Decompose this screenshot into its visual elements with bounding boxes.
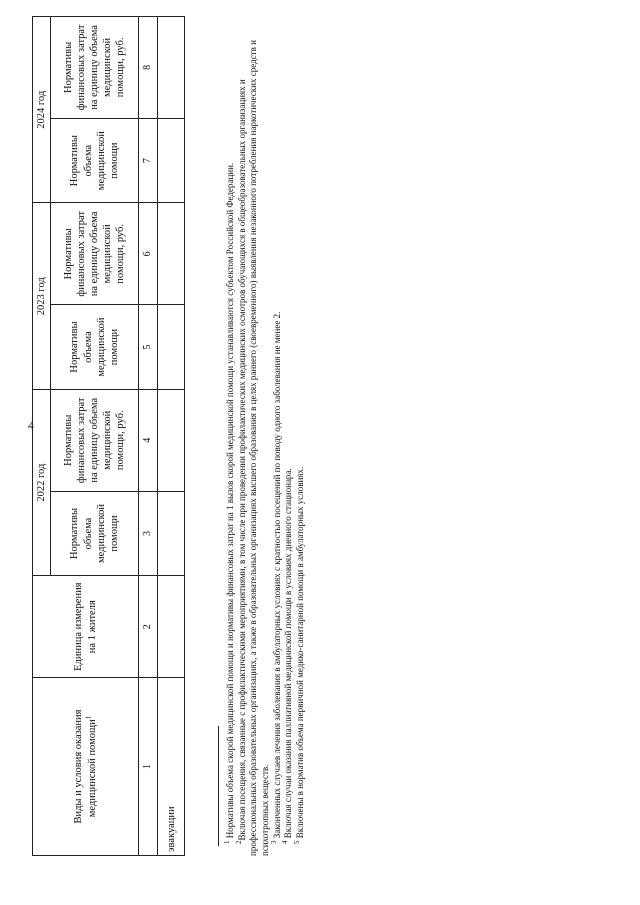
col-num-2: 2	[139, 576, 158, 678]
cell-empty	[158, 17, 185, 119]
footnote-1	[225, 16, 237, 856]
header-volume-2022: Нормативы объема медицинской помощи	[51, 491, 139, 576]
footnote-5	[295, 16, 307, 856]
col-num-5: 5	[139, 305, 158, 390]
header-cost-2022: Нормативы финансовых затрат на единицу объема медицинской помощи, руб.	[51, 389, 139, 491]
footnote-divider	[218, 726, 219, 846]
footnote-mark: 2	[234, 840, 243, 844]
col-num-1: 1	[139, 678, 158, 856]
cell-empty	[158, 491, 185, 576]
row-label: эвакуации	[158, 678, 185, 856]
header-kind	[33, 678, 139, 856]
table-row	[158, 17, 185, 856]
footnote-mark: 1	[223, 840, 231, 844]
header-cost-2024: Нормативы финансовых затрат на единицу объема медицинской помощи, руб.	[51, 17, 139, 119]
col-num-6: 6	[139, 203, 158, 305]
col-num-8: 8	[139, 17, 158, 119]
col-num-4: 4	[139, 389, 158, 491]
normatives-table	[32, 16, 185, 856]
header-volume-2024: Нормативы объема медицинской помощи	[51, 118, 139, 203]
header-kind-sup: 1	[84, 715, 93, 720]
cell-empty	[158, 203, 185, 305]
header-volume-2023: Нормативы объема медицинской помощи	[51, 305, 139, 390]
footnote-3	[269, 16, 284, 856]
col-num-3: 3	[139, 491, 158, 576]
cell-empty	[158, 305, 185, 390]
cell-empty	[158, 389, 185, 491]
cell-empty	[158, 118, 185, 203]
footnote-mark: 4	[281, 840, 290, 844]
rotated-page	[10, 16, 590, 856]
footnote-mark: 3	[269, 840, 278, 844]
header-year-2022: 2022 год	[33, 389, 51, 575]
header-unit: Единица измерения на 1 жителя	[33, 576, 139, 678]
footnote-text: Включены в норматив объема первичной медико-санитарной помощи в амбулаторных условиях.	[295, 466, 306, 839]
footnote-2	[234, 16, 272, 856]
footnotes	[218, 16, 307, 856]
header-row-years	[33, 17, 51, 856]
footnote-text: Включая посещения, связанные с профилактическими мероприятиями, в том числе при проведении профилактических медицинских осмотров обучающихся в общеобразовательных организациях и профессиональных образовательных организациях, а также в образовательных организациях высшего образования в целях раннего (своевременного) выявления незаконного потребления наркотических средств и психотропных веществ.	[236, 40, 271, 856]
col-num-7: 7	[139, 118, 158, 203]
footnote-text: Законченных случаев лечения заболевания в амбулаторных условиях с кратностью посещений по поводу одного заболевания не менее 2.	[271, 311, 282, 839]
footnote-text: Включая случаи оказания паллиативной медицинской помощи в условиях дневного стационара.	[283, 468, 294, 839]
column-number-row	[139, 17, 158, 856]
header-kind-label: Виды и условия оказания медицинской помощи	[73, 709, 98, 824]
page-number: 4	[28, 418, 34, 432]
footnote-4	[283, 16, 295, 856]
footnote-text: Нормативы объема скорой медицинской помощи и нормативы финансовых затрат на 1 вызов скорой медицинской помощи устанавливаются субъектом Российской Федерации.	[225, 162, 235, 839]
footnote-mark: 5	[293, 840, 302, 844]
header-year-2023: 2023 год	[33, 203, 51, 389]
header-cost-2023: Нормативы финансовых затрат на единицу объема медицинской помощи, руб.	[51, 203, 139, 305]
header-year-2024: 2024 год	[33, 17, 51, 204]
cell-empty	[158, 576, 185, 678]
